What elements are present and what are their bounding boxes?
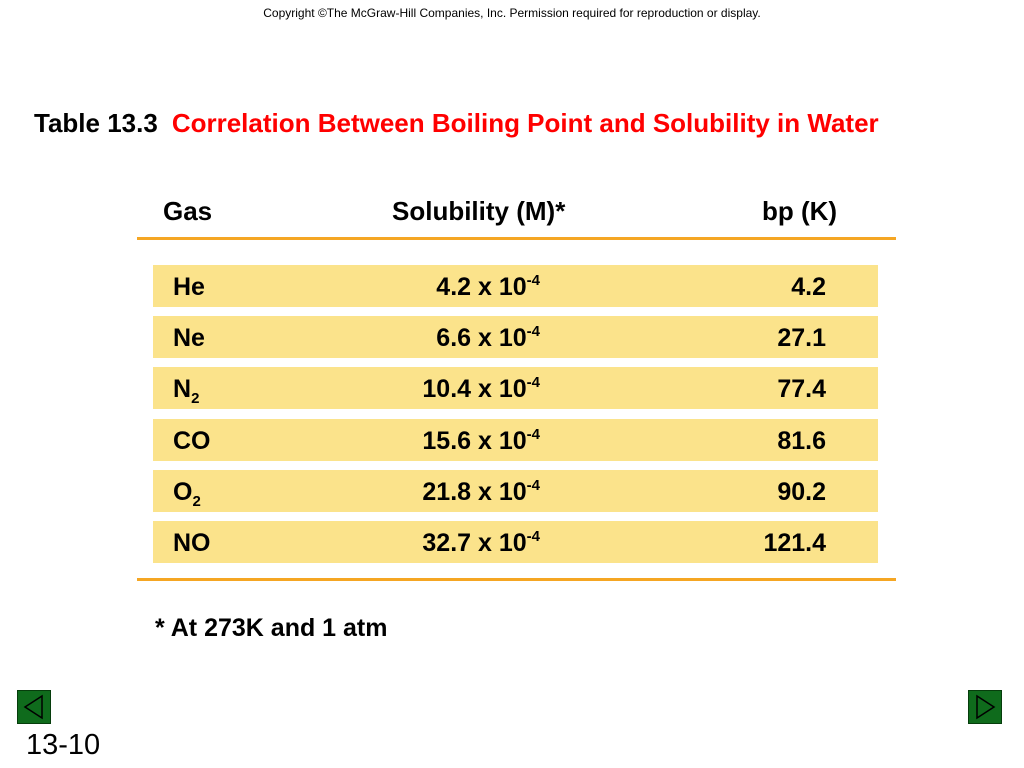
gas-cell: $O_2$ [173,478,201,510]
gas-cell: $N_2$ [173,375,200,407]
solubility-cell: 15.6 x $10^{-4}$ [422,426,540,455]
column-header-bp: bp (K) [762,196,838,226]
footnote: * At 273K and 1 atm [155,614,388,642]
triangle-right-icon [969,691,1001,723]
table-row [153,521,878,563]
bp-cell: 27.1 [777,324,826,352]
solubility-cell: 10.4 x $10^{-4}$ [422,374,540,403]
solubility-cell: 21.8 x $10^{-4}$ [422,477,540,506]
column-header-solubility: Solubility (M)* [392,196,566,226]
slide-number: 13-10 [26,729,101,761]
gas-cell: CO [173,427,211,455]
table-row [153,470,878,512]
solubility-cell: 32.7 x $10^{-4}$ [422,528,540,557]
copyright-notice: Copyright ©The McGraw-Hill Companies, Inc. Permission required for reproduction or display. [263,6,761,20]
table-title [34,108,879,139]
table-row [153,316,878,358]
table-row [153,265,878,307]
table-caption: Correlation Between Boiling Point and Solubility in Water [171,108,879,138]
table-label: Table 13.3 [34,108,158,138]
column-header-gas: Gas [163,196,213,226]
bp-cell: 90.2 [777,478,826,506]
bottom-rule [137,578,896,581]
gas-cell: Ne [173,324,205,352]
previous-slide-button[interactable] [17,690,51,724]
table-row [153,419,878,461]
triangle-left-icon [18,691,50,723]
top-rule [137,237,896,240]
table-row [153,367,878,409]
gas-cell: NO [173,529,211,557]
bp-cell: 121.4 [763,529,826,557]
solubility-cell: 4.2 x $10^{-4}$ [436,272,540,301]
bp-cell: 77.4 [777,375,826,403]
solubility-cell: 6.6 x $10^{-4}$ [436,323,540,352]
next-slide-button[interactable] [968,690,1002,724]
bp-cell: 81.6 [777,427,826,455]
bp-cell: 4.2 [791,273,826,301]
gas-cell: He [173,273,205,301]
